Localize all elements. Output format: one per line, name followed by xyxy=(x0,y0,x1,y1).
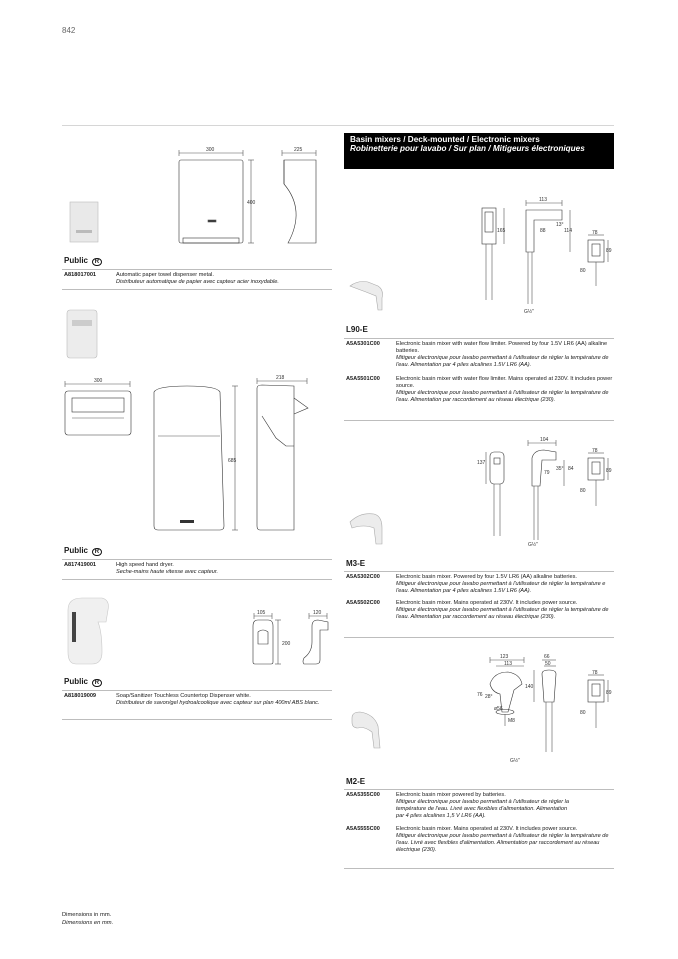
product-row xyxy=(346,792,614,824)
m3-dim-thread: G½" xyxy=(528,542,538,548)
m3-dim-box-height: 89 xyxy=(606,468,612,474)
m3-dim-box-width: 78 xyxy=(592,448,598,454)
product-row xyxy=(64,272,332,288)
soap-dim-depth: 120 xyxy=(313,610,322,616)
m2-dim-offset: 76 xyxy=(477,692,483,698)
soap-title-label: Public xyxy=(64,677,89,686)
m2-dim-angle: 28° xyxy=(485,694,493,700)
product-row xyxy=(346,600,614,632)
dryer-dim-height: 685 xyxy=(228,458,237,464)
m2-dim-width: 123 xyxy=(500,654,509,660)
product-code: A5A5501C00 xyxy=(346,376,380,382)
registered-icon: R xyxy=(92,679,101,687)
product-desc-fr: Mitigeur électronique pour lavabo permettant à l'utilisateur de régler la température de l'eau. Alimentation par raccordement au réseau électrique (230). xyxy=(396,390,609,404)
m2-dim-thread: G½" xyxy=(510,758,520,764)
m2-dim-depth: 66 xyxy=(544,654,550,660)
product-desc-en: Automatic paper towel dispenser metal. xyxy=(116,272,214,278)
product-desc-fr: Seche-mains haute vitesse avec capteur. xyxy=(116,569,219,576)
top-divider xyxy=(62,125,614,126)
m2-dim-box-width: 78 xyxy=(592,670,598,676)
paper-dim-height: 400 xyxy=(247,200,256,206)
l90-drawing xyxy=(344,192,614,316)
m3-dim-height: 137 xyxy=(477,460,486,466)
l90-dim-spout: 88 xyxy=(540,228,546,234)
product-code: A817419001 xyxy=(64,562,97,568)
product-desc-fr: Distributeur de savon/gel hydroalcoolique avec capteur sur plan 400ml ABS blanc. xyxy=(116,700,320,707)
m2-dim-thread-m8: M8 xyxy=(508,718,515,724)
hand-dryer-drawing xyxy=(62,306,332,540)
product-desc-en: Electronic basin mixer. Powered by four 1.5V LR6 (AA) alkaline batteries. xyxy=(396,574,577,580)
section-title: Basin mixers / Deck-mounted / Electronic mixers xyxy=(350,135,540,144)
l90-dim-width: 113 xyxy=(539,197,547,203)
m3-dim-angle: 35° xyxy=(556,466,564,472)
product-row xyxy=(346,574,614,598)
m2-drawing xyxy=(344,652,614,770)
m3-dim-width: 104 xyxy=(540,437,549,443)
product-desc-fr: Mitigeur électronique pour lavabo permettant à l'utilisateur de régler la température de l'eau. Alimentation par raccordement au réseau électrique (230). xyxy=(396,607,609,621)
product-code: A5A5302C00 xyxy=(346,574,380,580)
m2-dim-spout: 113 xyxy=(504,661,512,667)
l90-dim-box-height: 89 xyxy=(606,248,612,254)
m3-title: M3-E xyxy=(346,559,366,568)
l90-dim-box-cable: 80 xyxy=(580,268,586,274)
divider xyxy=(344,338,614,339)
divider xyxy=(62,579,332,580)
product-desc-en: Electronic basin mixer. Mains operated at 230V. It includes power source. xyxy=(396,826,578,832)
divider xyxy=(62,719,332,720)
m2-dim-box-height: 89 xyxy=(606,690,612,696)
product-row xyxy=(346,341,614,373)
product-desc-fr: Mitigeur électronique pour lavabo permettant à l'utilisateur de régler la température de l'eau. Livré avec flexibles d'alimentation. Alimentation par raccordement au réseau électrique (230). xyxy=(396,833,609,854)
m2-dim-base: ø56 xyxy=(494,706,503,712)
divider xyxy=(344,789,614,790)
paper-title-label: Public xyxy=(64,256,89,265)
l90-dim-height: 165 xyxy=(497,228,506,234)
page-number: 842 xyxy=(62,26,76,35)
footer-note-fr: Dimensions en mm. xyxy=(62,919,114,926)
divider xyxy=(344,637,614,638)
dryer-dim-depth: 218 xyxy=(276,375,285,381)
paper-dim-width: 300 xyxy=(206,147,215,153)
registered-icon: R xyxy=(92,548,101,556)
divider xyxy=(62,690,332,691)
product-desc-en: Soap/Sanitizer Touchless Countertop Dispenser white. xyxy=(116,693,251,699)
m2-dim-side: 50 xyxy=(545,661,551,667)
product-code: A5A5502C00 xyxy=(346,600,380,606)
m2-dim-box-cable: 80 xyxy=(580,710,586,716)
section-subtitle: Robinetterie pour lavabo / Sur plan / Mitigeurs électroniques xyxy=(350,144,585,154)
product-desc-en: Electronic basin mixer powered by batteries. xyxy=(396,792,506,798)
divider xyxy=(344,420,614,421)
m3-dim-box-cable: 80 xyxy=(580,488,586,494)
divider xyxy=(344,868,614,869)
product-desc-en: Electronic basin mixer. Mains operated at 230V. It includes power source. xyxy=(396,600,578,606)
paper-dispenser-drawing xyxy=(62,140,332,252)
product-desc-en: Electronic basin mixer with water flow limiter. Powered by four 1.5V LR6 (AA) alkaline batteries. xyxy=(396,341,608,355)
m2-dim-height: 140 xyxy=(525,684,534,690)
product-desc-en: Electronic basin mixer with water flow limiter. Mains operated at 230V. It includes power source. xyxy=(396,376,613,390)
product-code: A5A5355C00 xyxy=(346,792,380,798)
l90-dim-box-width: 78 xyxy=(592,230,598,236)
product-code: A5A5555C00 xyxy=(346,826,380,832)
divider xyxy=(344,571,614,572)
dryer-section-title xyxy=(64,546,102,555)
m3-dim-spout: 79 xyxy=(544,470,550,476)
registered-icon: R xyxy=(92,258,101,266)
m2-title: M2-E xyxy=(346,777,366,786)
l90-dim-reach: 114 xyxy=(564,228,572,234)
product-code: A5A5301C00 xyxy=(346,341,380,347)
l90-title: L90-E xyxy=(346,325,368,334)
divider xyxy=(62,559,332,560)
m3-drawing xyxy=(344,436,614,550)
m3-dim-reach: 84 xyxy=(568,466,574,472)
product-code: A818017001 xyxy=(64,272,97,278)
dryer-dim-width: 300 xyxy=(94,378,103,384)
footer-note-en: Dimensions in mm. xyxy=(62,912,112,918)
soap-section-title xyxy=(64,677,102,686)
product-row xyxy=(346,826,614,866)
l90-dim-thread: G½" xyxy=(524,309,534,315)
divider xyxy=(62,269,332,270)
product-desc-fr: Distributeur automatique de papier avec capteur acier inoxydable. xyxy=(116,279,279,286)
product-desc-en: High speed hand dryer. xyxy=(116,562,174,568)
product-row xyxy=(346,376,614,416)
product-desc-fr: Mitigeur électronique pour lavabo permettant à l'utilisateur de régler la température de l'eau. Livré avec flexibles d'alimentation. Alimentation par 4 piles alcalines 1,5 V LR6 (AA). xyxy=(396,799,570,820)
product-code: A818019009 xyxy=(64,693,97,699)
divider xyxy=(62,289,332,290)
l90-dim-angle: 13° xyxy=(556,222,564,228)
paper-section-title xyxy=(64,256,102,265)
product-row xyxy=(64,562,332,578)
soap-dispenser-drawing xyxy=(62,592,332,672)
footer-note xyxy=(62,912,113,927)
dryer-title-label: Public xyxy=(64,546,89,555)
product-desc-fr: Mitigeur électronique pour lavabo permettant à l'utilisateur de régler la température de l'eau. Alimentation par 4 piles alcalines 1.5V LR6 (AA). xyxy=(396,355,609,369)
product-row xyxy=(64,693,332,717)
product-desc-fr: Mitigeur électronique pour lavabo permettant à l'utilisateur de régler la température e l'eau. Alimentation par 4 piles alcalines 1.5V LR6 (AA). xyxy=(396,581,606,595)
soap-dim-width: 105 xyxy=(257,610,266,616)
section-header xyxy=(344,133,614,169)
paper-dim-depth: 225 xyxy=(294,147,303,153)
soap-dim-height: 200 xyxy=(282,641,291,647)
